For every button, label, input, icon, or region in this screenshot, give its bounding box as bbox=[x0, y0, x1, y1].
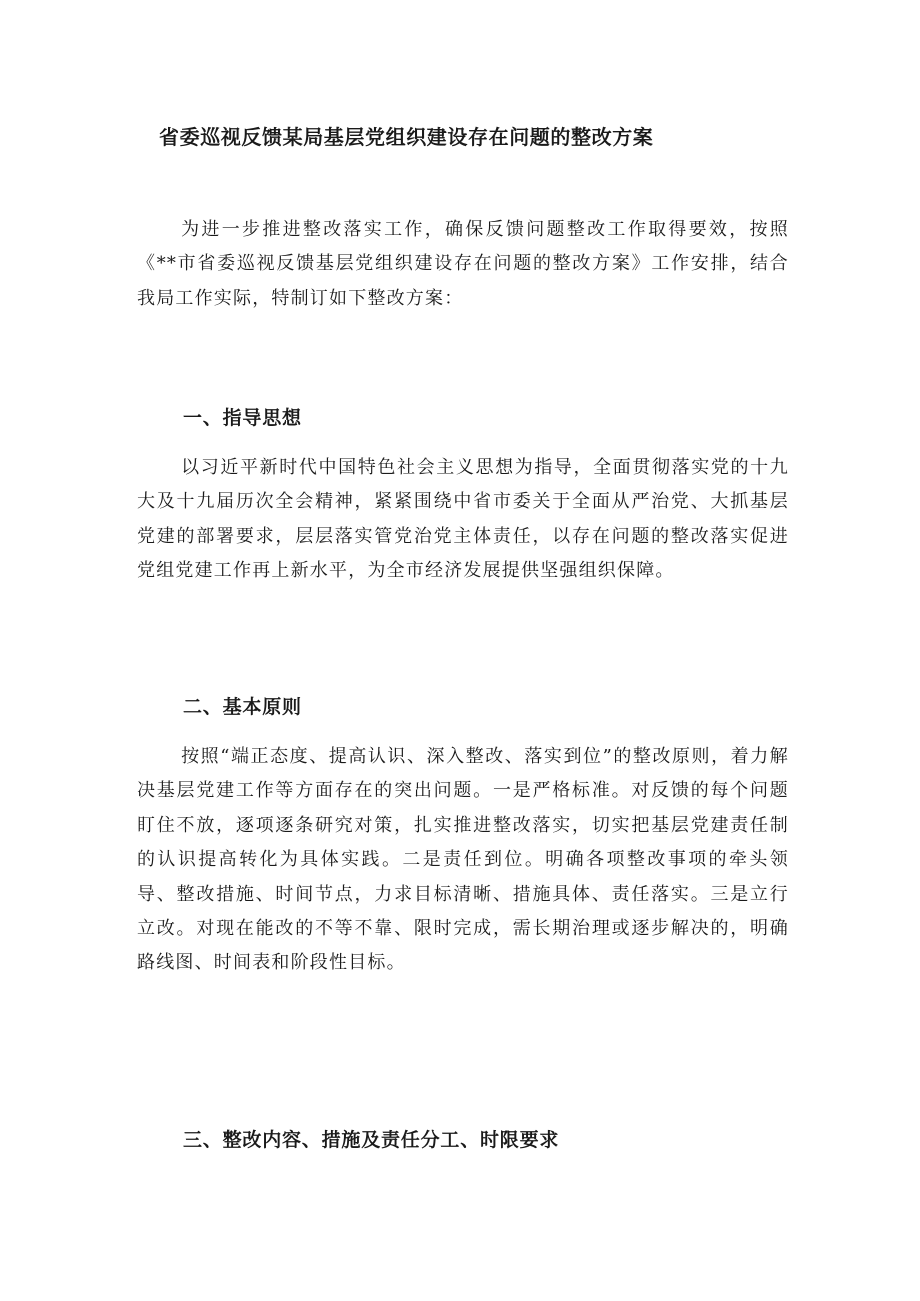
section-body-guiding-thought: 以习近平新时代中国特色社会主义思想为指导，全面贯彻落实党的十九大及十九届历次全会精神，紧紧围绕中省市委关于全面从严治党、大抓基层党建的部署要求，层层落实管党治党主体责任，以存在问题的整改落实促进党组党建工作再上新水平，为全市经济发展提供坚强组织保障。 bbox=[137, 457, 789, 582]
intro-paragraph: 为进一步推进整改落实工作，确保反馈问题整改工作取得要效，按照《**市省委巡视反馈基层党组织建设存在问题的整改方案》工作安排，结合我局工作实际，特制订如下整改方案： bbox=[137, 219, 789, 309]
section-heading-rectification-content: 三、整改内容、措施及责任分工、时限要求 bbox=[183, 1129, 560, 1151]
document-title: 省委巡视反馈某局基层党组织建设存在问题的整改方案 bbox=[159, 125, 654, 149]
section-heading-guiding-thought: 一、指导思想 bbox=[183, 407, 302, 429]
section-heading-basic-principles: 二、基本原则 bbox=[183, 696, 302, 718]
section-body-basic-principles: 按照“端正态度、提高认识、深入整改、落实到位”的整改原则，着力解决基层党建工作等方面存在的突出问题。一是严格标准。对反馈的每个问题盯住不放，逐项逐条研究对策，扎实推进整改落实，切实把基层党建责任制的认识提高转化为具体实践。二是责任到位。明确各项整改事项的牵头领导、整改措施、时间节点，力求目标清晰、措施具体、责任落实。三是立行立改。对现在能改的不等不靠、限时完成，需长期治理或逐步解决的，明确路线图、时间表和阶段性目标。 bbox=[137, 746, 789, 974]
